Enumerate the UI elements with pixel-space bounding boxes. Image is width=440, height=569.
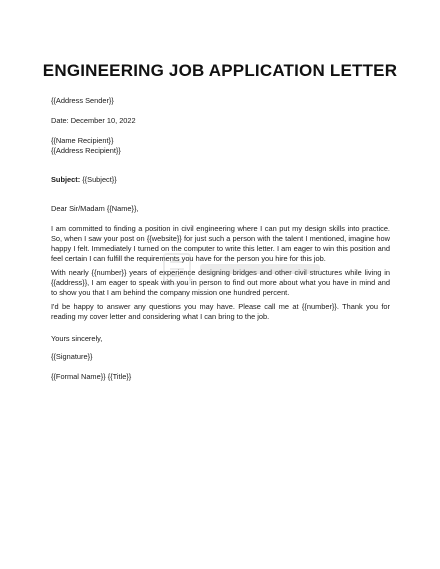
document-title: ENGINEERING JOB APPLICATION LETTER xyxy=(42,61,398,80)
address-recipient: {{Address Recipient}} xyxy=(51,146,121,155)
name-recipient: {{Name Recipient}} xyxy=(51,136,114,145)
subject-label: Subject: xyxy=(51,175,81,184)
formal-name-title: {{Formal Name}} {{Title}} xyxy=(51,372,132,381)
body-paragraph-1: I am committed to finding a position in civil engineering where I can put my design skills into practice. So, when I saw your post on {{website}} for just such a person with the talent I mentioned, imagine how happy I felt. Immediately I turned on the computer to write this letter. I am eager to win this position and feel certain I can fulfill the requirements you have for the person you hire for this job. xyxy=(51,224,390,263)
body-paragraph-2: With nearly {{number}} years of experience designing bridges and other civil structures while living in {{address}}, I am eager to speak with you in person to find out more about what you have in mind and to show you that I am behind the company mission one hundred percent. xyxy=(51,268,390,297)
letter-date: Date: December 10, 2022 xyxy=(51,116,136,125)
address-sender: {{Address Sender}} xyxy=(51,96,114,105)
signature-placeholder: {{Signature}} xyxy=(51,352,93,361)
closing: Yours sincerely, xyxy=(51,334,103,343)
subject-line xyxy=(51,175,117,184)
body-paragraph-3: I'd be happy to answer any questions you may have. Please call me at {{number}}. Thank you for reading my cover letter and considering what I can bring to the job. xyxy=(51,302,390,321)
salutation: Dear Sir/Madam {{Name}}, xyxy=(51,204,139,213)
subject-value: {{Subject}} xyxy=(80,175,117,184)
